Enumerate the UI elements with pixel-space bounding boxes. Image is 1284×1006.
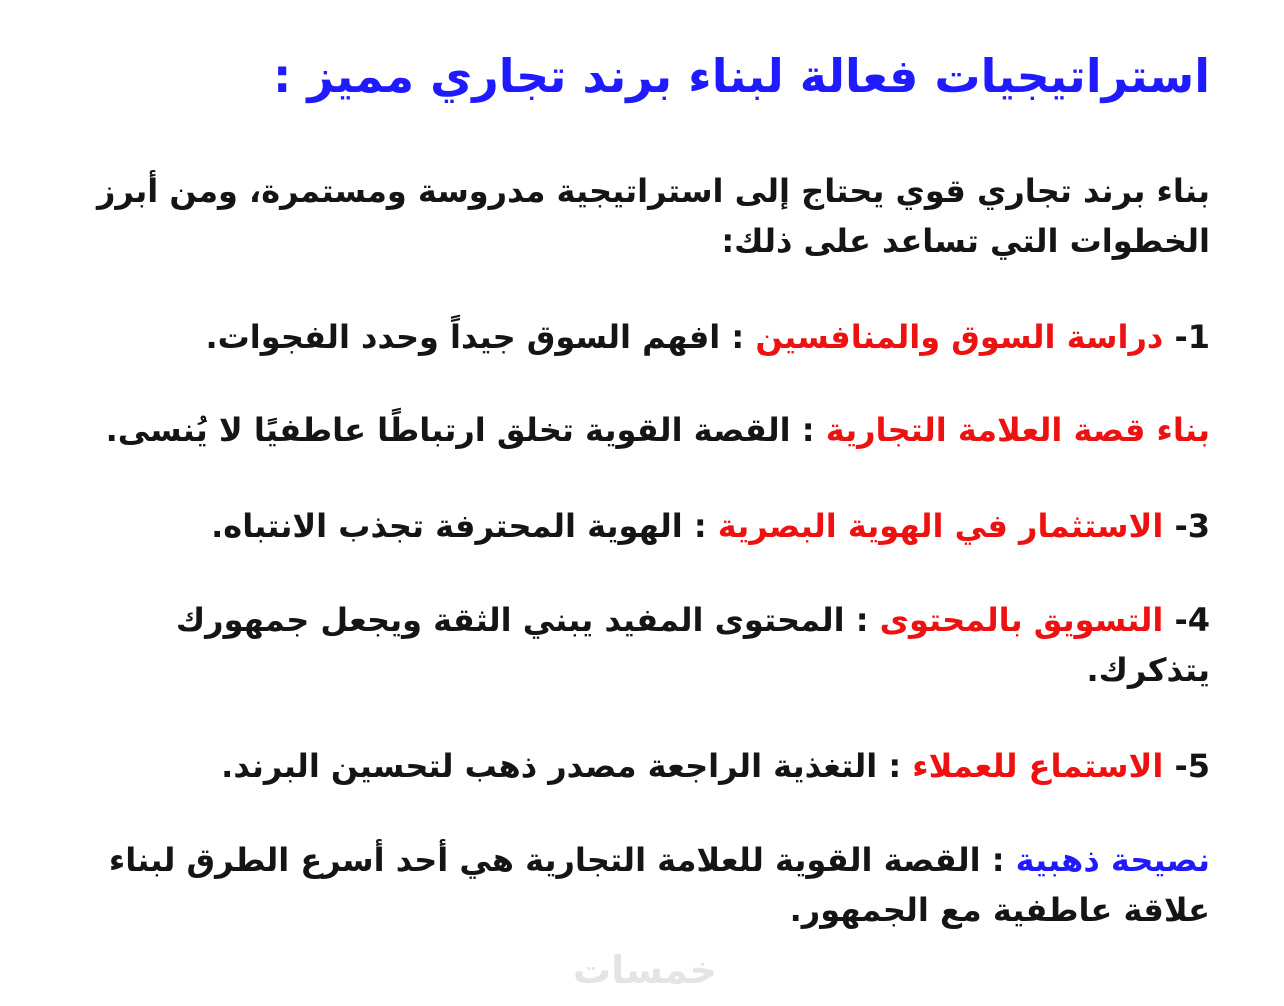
strategy-item-4 <box>60 595 1210 695</box>
item-heading: بناء قصة العلامة التجارية <box>825 411 1210 449</box>
page-title: استراتيجيات فعالة لبناء برند تجاري مميز : <box>272 49 1210 103</box>
item-text: المحتوى المفيد يبني الثقة ويجعل جمهورك يتذكرك. <box>175 601 1210 689</box>
item-separator: : <box>844 601 880 639</box>
item-number: 1- <box>1174 318 1210 356</box>
strategy-item-5 <box>60 741 1210 791</box>
item-separator: : <box>682 507 718 545</box>
item-text: القصة القوية تخلق ارتباطًا عاطفيًا لا يُنسى. <box>105 411 791 449</box>
strategy-item-2 <box>60 405 1210 455</box>
item-number: 5- <box>1174 747 1210 785</box>
strategy-item-1 <box>60 312 1210 362</box>
item-separator: : <box>877 747 913 785</box>
tip-separator: : <box>980 841 1016 879</box>
item-number: 3- <box>1174 507 1210 545</box>
tip-heading: نصيحة ذهبية <box>1015 841 1210 879</box>
item-heading: الاستماع للعملاء <box>912 747 1164 785</box>
item-text: الهوية المحترفة تجذب الانتباه. <box>211 507 683 545</box>
item-text: التغذية الراجعة مصدر ذهب لتحسين البرند. <box>221 747 878 785</box>
strategy-item-3 <box>60 501 1210 551</box>
item-text: افهم السوق جيداً وحدد الفجوات. <box>205 318 721 356</box>
item-number: 4- <box>1174 601 1210 639</box>
item-separator: : <box>720 318 756 356</box>
golden-tip <box>60 835 1210 935</box>
intro-paragraph: بناء برند تجاري قوي يحتاج إلى استراتيجية مدروسة ومستمرة، ومن أبرز الخطوات التي تساعد على ذلك: <box>96 172 1210 260</box>
item-separator: : <box>790 411 826 449</box>
item-heading: الاستثمار في الهوية البصرية <box>717 507 1164 545</box>
item-heading: دراسة السوق والمنافسين <box>755 318 1164 356</box>
tip-text: القصة القوية للعلامة التجارية هي أحد أسرع الطرق لبناء علاقة عاطفية مع الجمهور. <box>108 841 1210 929</box>
khamsat-watermark: خمسات <box>573 948 717 992</box>
item-heading: التسويق بالمحتوى <box>879 601 1164 639</box>
